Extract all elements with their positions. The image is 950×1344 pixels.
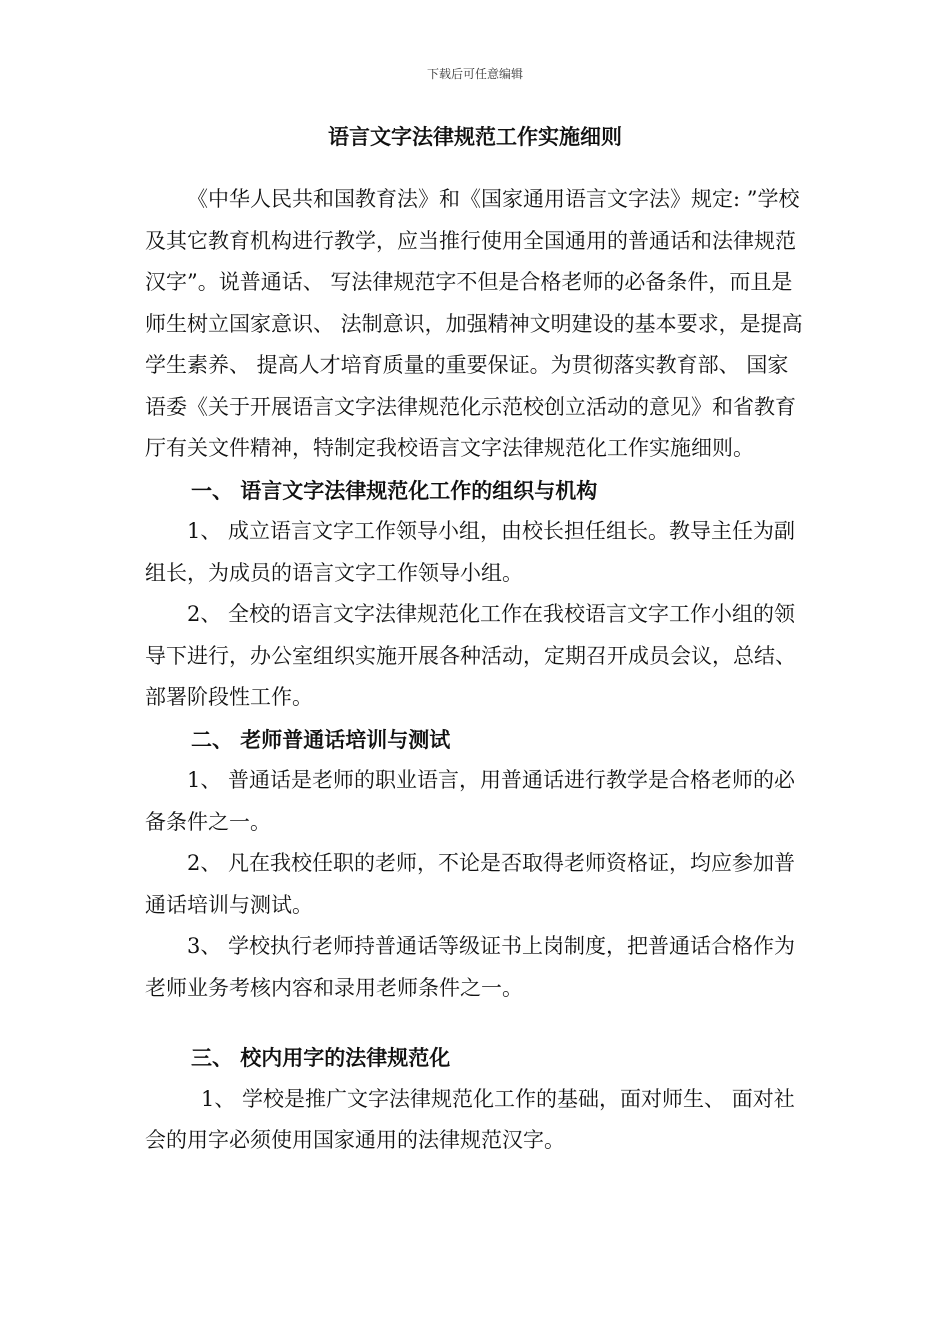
section-1-heading: 一、 语言文字法律规范化工作的组织与机构: [191, 477, 598, 503]
section-2-item-3: 3、 学校执行老师持普通话等级证书上岗制度，把普通话合格作为老师业务考核内容和录用老师条件之一。: [145, 934, 796, 1000]
document-title: 语言文字法律规范工作实施细则: [328, 124, 622, 149]
page-header: 下载后可任意编辑: [426, 67, 523, 81]
document-body: [145, 179, 805, 1162]
section-1-item-2: 2、 全校的语言文字法律规范化工作在我校语言文字工作小组的领导下进行，办公室组织实施开展各种活动，定期召开成员会议，总结、 部署阶段性工作。: [145, 602, 796, 709]
section-2-heading: 二、 老师普通话培训与测试: [191, 726, 451, 752]
section-3-item-1: 1、 学校是推广文字法律规范化工作的基础，面对师生、 面对社会的用字必须使用国家通用的法律规范汉字。: [145, 1086, 795, 1152]
section-3-heading: 三、 校内用字的法律规范化: [191, 1045, 451, 1070]
section-2-item-2: 2、 凡在我校任职的老师，不论是否取得老师资格证，均应参加普通话培训与测试。: [145, 851, 796, 917]
section-2-item-1: 1、 普通话是老师的职业语言，用普通话进行教学是合格老师的必备条件之一。: [145, 768, 796, 834]
section-1-item-1: 1、 成立语言文字工作领导小组，由校长担任组长。教导主任为副组长，为成员的语言文字工作领导小组。: [145, 519, 796, 585]
intro-paragraph: 《中华人民共和国教育法》和《国家通用语言文字法》规定: ”学校及其它教育机构进行教学，应当推行使用全国通用的普通话和法律规范汉字”。说普通话、 写法律规范字不但是合格老师的必备条件，而且是师生树立国家意识、 法制意识，加强精神文明建设的基本要求，是提高学生素养、 提高人才培育质量的重要保证。为贯彻落实教育部、 国家语委《关于开展语言文字法律规范化示范校创立活动的意见》和省教育厅有关文件精神，特制定我校语言文字法律规范化工作实施细则。: [145, 187, 803, 460]
